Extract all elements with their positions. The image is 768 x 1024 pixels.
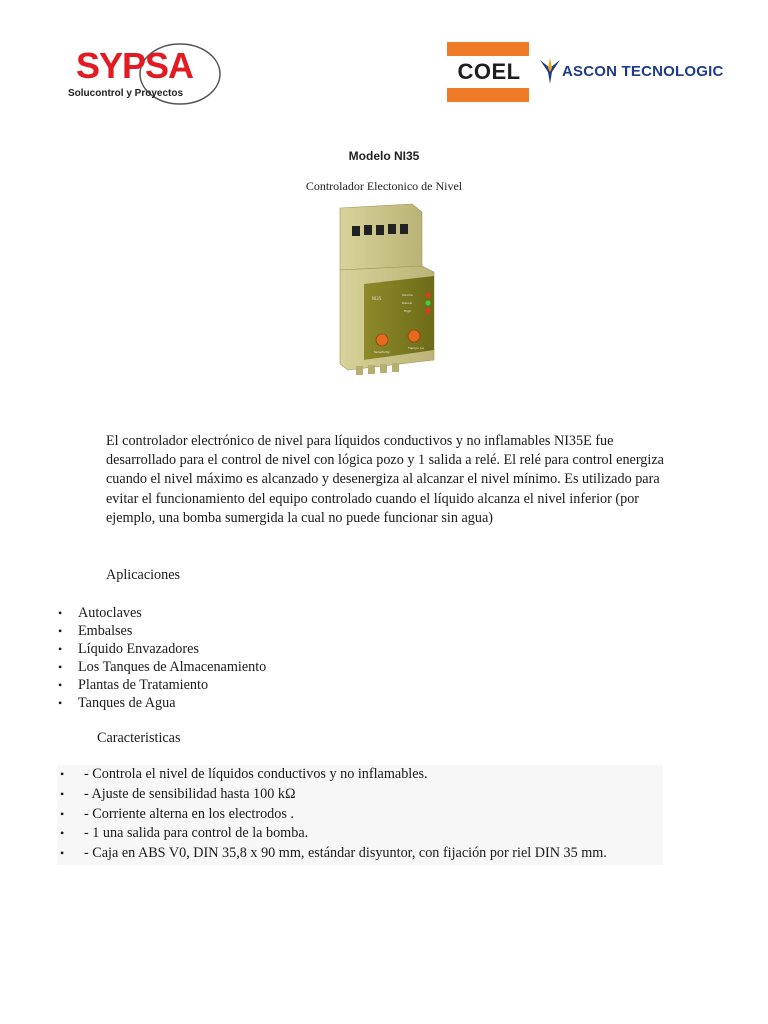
sypsa-logo-text: SYPSA <box>76 45 194 86</box>
bullet-icon: • <box>60 806 65 821</box>
list-item: • Tanques de Agua <box>58 695 176 711</box>
bullet-icon: • <box>58 606 63 620</box>
list-item: • - 1 una salida para control de la bomba. <box>60 824 607 844</box>
bullet-icon: • <box>58 624 63 638</box>
list-item: • - Ajuste de sensibilidad hasta 100 kΩ <box>60 785 607 805</box>
list-item: • Líquido Envazadores <box>58 641 199 657</box>
bullet-icon: • <box>60 846 65 861</box>
applications-list <box>58 604 266 712</box>
bullet-icon: • <box>58 660 63 674</box>
ascon-star-icon <box>538 56 562 86</box>
sypsa-logo <box>68 36 228 110</box>
product-led-label-3: High <box>404 309 411 313</box>
characteristics-list <box>60 765 607 864</box>
list-item: • - Caja en ABS V0, DIN 35,8 x 90 mm, estándar disyuntor, con fijación por riel DIN 35 mm. <box>60 844 607 864</box>
product-image <box>330 200 442 390</box>
page-subtitle: Controlador Electonico de Nivel <box>305 179 463 193</box>
ascon-logo <box>538 56 724 86</box>
product-led-label-2: Descal <box>402 301 413 305</box>
product-model-label: NI35 <box>372 296 382 301</box>
list-item: • Plantas de Tratamiento <box>58 677 209 693</box>
product-led-label-1: Alarma <box>402 293 413 297</box>
ascon-logo-text: ASCON TECNOLOGIC <box>562 63 724 80</box>
sypsa-logo-tagline: Solucontrol y Proyectos <box>68 88 184 99</box>
list-item: • - Corriente alterna en los electrodos . <box>60 805 607 825</box>
product-knob-label-2: Tiempo (s) <box>408 346 424 350</box>
applications-heading: Aplicaciones <box>106 567 181 583</box>
list-item: • Los Tanques de Almacenamiento <box>58 659 267 675</box>
coel-bottom-bar <box>447 88 529 102</box>
bullet-icon: • <box>60 767 65 781</box>
page-title: Modelo NI35 <box>348 149 420 163</box>
bullet-icon: • <box>58 642 63 656</box>
coel-top-bar <box>447 42 529 56</box>
bullet-icon: • <box>58 696 63 710</box>
coel-logo-text: COEL <box>457 59 521 84</box>
coel-logo <box>447 42 531 102</box>
bullet-icon: • <box>58 678 63 692</box>
list-item: • - Controla el nivel de líquidos conductivos y no inflamables. <box>60 765 607 785</box>
bullet-icon: • <box>60 786 65 801</box>
list-item: • Embalses <box>58 623 133 639</box>
product-knob-label-1: Sensitivity <box>374 350 390 354</box>
list-item: • Autoclaves <box>58 605 142 621</box>
characteristics-heading: Caracteristicas <box>97 730 181 746</box>
bullet-icon: • <box>60 826 65 841</box>
description-paragraph: El controlador electrónico de nivel para líquidos conductivos y no inflamables NI35E fue desarrollado para el control de nivel con lógica pozo y 1 salida a relé. El relé para control energiza cuando el nivel máximo es alcanzado y desenergiza al alcanzar el nivel mínimo. Es utilizado para evitar el funcionamiento del equipo controlado cuando el líquido alcanza el nivel inferior (por ejemplo, una bomba sumergida la cual no puede funcionar sin agua) <box>106 433 664 526</box>
